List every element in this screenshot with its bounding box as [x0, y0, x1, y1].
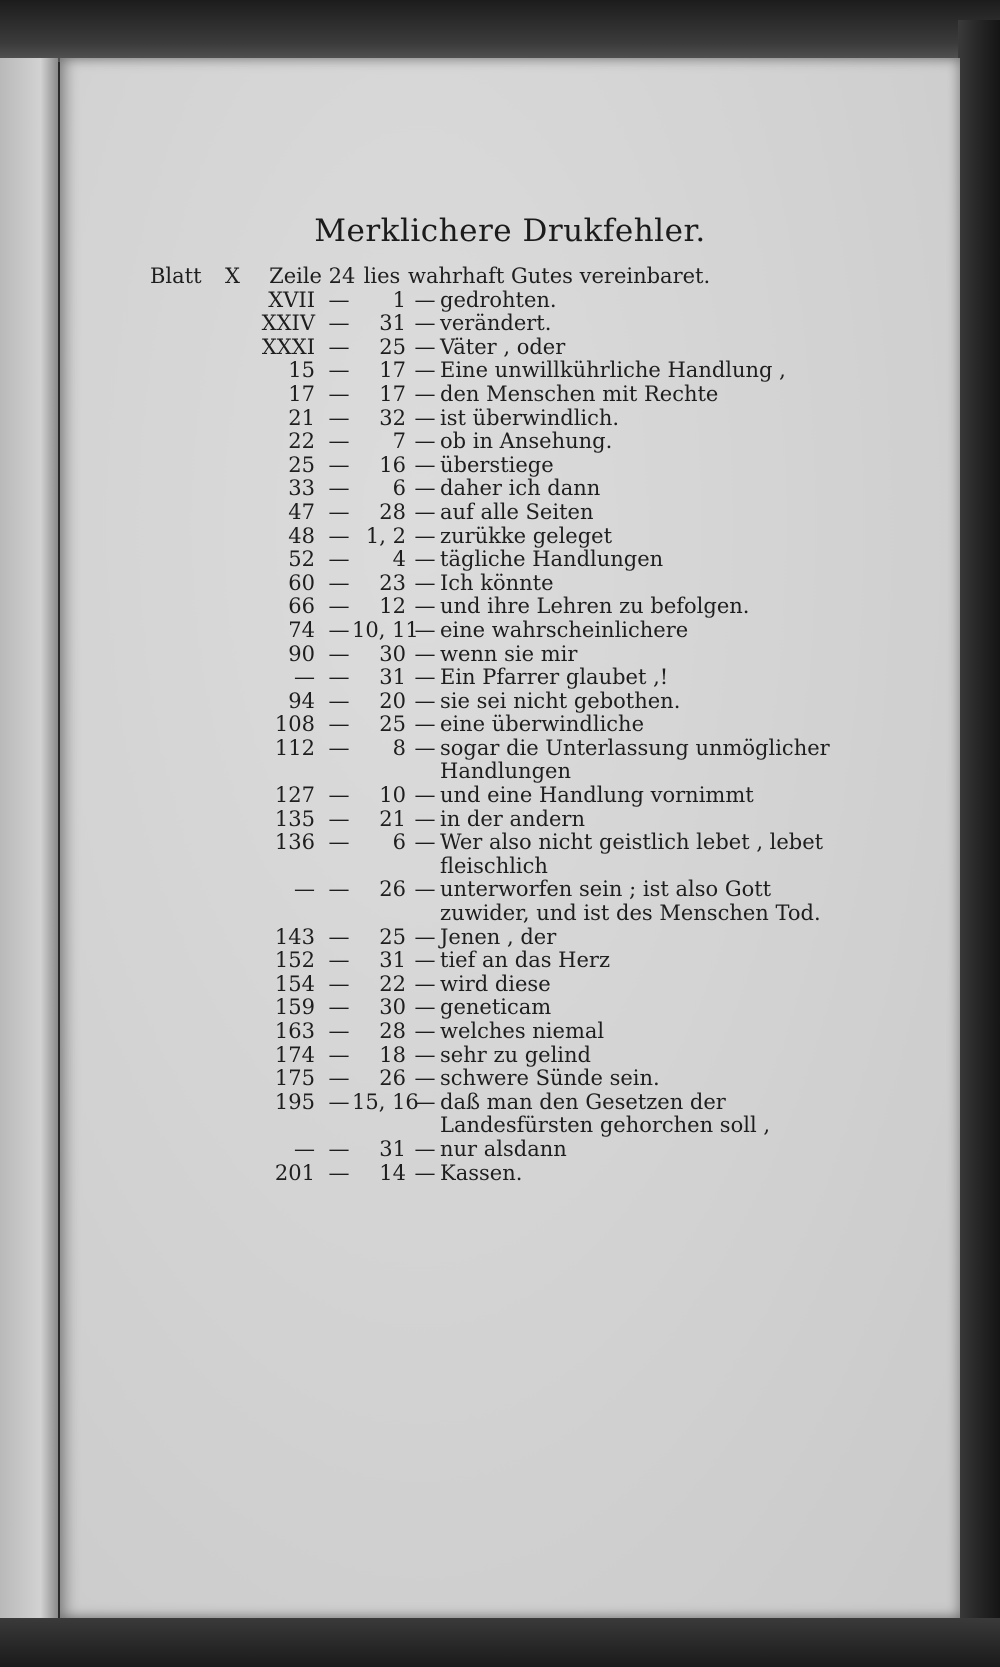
errata-correction: ob in Ansehung.: [440, 429, 613, 454]
dash: —: [414, 381, 436, 406]
book-cover-edge: [958, 20, 1000, 1640]
dash: —: [414, 948, 436, 973]
dash: —: [414, 688, 436, 713]
errata-correction: daß man den Gesetzen der Landesfürsten gehorchen soll ,: [440, 1089, 771, 1138]
errata-page: —: [294, 665, 315, 690]
errata-row: [150, 926, 830, 950]
errata-correction: eine überwindliche: [440, 712, 645, 737]
errata-page: 175: [274, 1066, 315, 1091]
dash: —: [414, 499, 436, 524]
errata-correction: wird diese: [440, 971, 551, 996]
dash: —: [328, 1136, 350, 1161]
errata-page: 201: [274, 1160, 315, 1185]
errata-page: 17: [288, 381, 315, 406]
errata-correction: verändert.: [440, 311, 552, 336]
errata-list: [150, 265, 830, 1185]
errata-line: 14: [379, 1160, 406, 1185]
errata-row: [150, 737, 830, 784]
facing-page-edge: [0, 58, 58, 1638]
errata-line: 7: [392, 429, 406, 454]
dash: —: [414, 641, 436, 666]
errata-correction: unterworfen sein ; ist also Gott zuwider, und ist des Menschen Tod.: [440, 877, 821, 926]
errata-line: 1, 2: [365, 523, 406, 548]
errata-page: 136: [274, 830, 315, 855]
errata-correction: und eine Handlung vornimmt: [440, 783, 754, 808]
errata-row: [150, 1138, 830, 1162]
errata-line: 18: [379, 1042, 406, 1067]
lies-label: lies: [363, 264, 401, 288]
errata-line: 6: [392, 476, 406, 501]
dash: —: [414, 1160, 436, 1185]
errata-correction: daher ich dann: [440, 476, 601, 501]
dash: —: [328, 429, 350, 454]
dash: —: [414, 617, 436, 642]
errata-correction: nur alsdann: [440, 1136, 567, 1161]
dash: —: [328, 547, 350, 572]
dash: —: [328, 334, 350, 359]
errata-line: 28: [379, 499, 406, 524]
errata-line: 24: [328, 264, 356, 288]
errata-line: 28: [379, 1019, 406, 1043]
dash: —: [414, 995, 436, 1020]
dash: —: [414, 476, 436, 501]
book-bottom-edge: [0, 1618, 1000, 1667]
errata-row: [150, 666, 830, 690]
errata-page: —: [294, 877, 315, 902]
dash: —: [328, 594, 350, 619]
errata-correction: tägliche Handlungen: [440, 547, 664, 572]
errata-line: 8: [392, 735, 406, 760]
errata-row: [150, 407, 830, 431]
errata-page: 33: [288, 476, 315, 501]
errata-row: [150, 430, 830, 454]
errata-row: [150, 572, 830, 596]
dash: —: [328, 688, 350, 713]
errata-row: [150, 1162, 830, 1186]
book-top-edge: [0, 0, 1000, 62]
dash: —: [414, 358, 436, 383]
errata-line: 25: [379, 334, 406, 359]
dash: —: [414, 405, 436, 430]
dash: —: [414, 924, 436, 949]
errata-row: [150, 808, 830, 832]
errata-page: 152: [274, 948, 315, 973]
errata-line: 30: [379, 641, 406, 666]
blatt-label: Blatt: [150, 264, 202, 288]
errata-page: 47: [288, 499, 315, 524]
errata-row: [150, 878, 830, 925]
errata-correction: in der andern: [440, 806, 585, 831]
errata-line: 32: [379, 405, 406, 430]
errata-line: 25: [379, 712, 406, 737]
errata-page: 21: [288, 405, 315, 430]
errata-page: XXXI: [261, 334, 315, 359]
errata-page: 94: [288, 688, 315, 713]
dash: —: [328, 452, 350, 477]
dash: —: [414, 806, 436, 831]
dash: —: [414, 523, 436, 548]
errata-header-row: [150, 265, 830, 289]
errata-page: 52: [288, 547, 315, 572]
errata-correction: gedrohten.: [440, 287, 557, 312]
errata-page: 15: [288, 358, 315, 383]
errata-page: 108: [274, 712, 315, 737]
errata-correction: auf alle Seiten: [440, 499, 594, 524]
errata-correction: sogar die Unterlassung unmöglicher Handlungen: [440, 735, 830, 784]
errata-line: 20: [379, 688, 406, 713]
errata-line: 23: [379, 570, 406, 595]
errata-line: 31: [379, 948, 406, 973]
errata-line: 10: [379, 783, 406, 808]
errata-row: [150, 713, 830, 737]
errata-row: [150, 996, 830, 1020]
errata-correction: zurükke geleget: [440, 523, 613, 548]
dash: —: [328, 1066, 350, 1091]
errata-correction: Väter , oder: [440, 334, 566, 359]
dash: —: [414, 783, 436, 808]
errata-page: —: [294, 1136, 315, 1161]
errata-line: 31: [379, 665, 406, 690]
errata-correction: Kassen.: [440, 1160, 523, 1185]
dash: —: [414, 1042, 436, 1067]
errata-row: [150, 690, 830, 714]
errata-row: [150, 501, 830, 525]
errata-row: [150, 454, 830, 478]
errata-line: 26: [379, 877, 406, 902]
errata-line: 16: [379, 452, 406, 477]
errata-row: [150, 643, 830, 667]
errata-page: 174: [274, 1042, 315, 1067]
errata-row: [150, 595, 830, 619]
errata-correction: geneticam: [440, 995, 552, 1020]
dash: —: [328, 830, 350, 855]
errata-page: 90: [288, 641, 315, 666]
dash: —: [414, 547, 436, 572]
zeile-label: Zeile: [269, 264, 322, 288]
dash: —: [328, 971, 350, 996]
errata-correction: sie sei nicht gebothen.: [440, 688, 681, 713]
errata-page: 112: [274, 735, 315, 760]
errata-correction: eine wahrscheinlichere: [440, 617, 689, 642]
dash: —: [414, 429, 436, 454]
dash: —: [328, 1160, 350, 1185]
errata-correction: Eine unwillkührliche Handlung ,: [440, 358, 786, 383]
errata-row: [150, 973, 830, 997]
dash: —: [328, 287, 350, 312]
errata-page: 60: [288, 570, 315, 595]
errata-page: XXIV: [261, 311, 315, 336]
dash: —: [328, 877, 350, 902]
errata-page: 25: [288, 452, 315, 477]
errata-correction: Ein Pfarrer glaubet ,!: [440, 665, 669, 690]
dash: —: [328, 311, 350, 336]
errata-row: [150, 949, 830, 973]
errata-line: 1: [392, 287, 406, 312]
dash: —: [328, 948, 350, 973]
dash: —: [328, 924, 350, 949]
dash: —: [414, 452, 436, 477]
errata-correction: und ihre Lehren zu befolgen.: [440, 594, 750, 619]
errata-row: [150, 289, 830, 313]
dash: —: [328, 523, 350, 548]
errata-row: [150, 784, 830, 808]
dash: —: [328, 1042, 350, 1067]
errata-page: 66: [288, 594, 315, 619]
errata-row: [150, 477, 830, 501]
dash: —: [328, 405, 350, 430]
errata-line: 26: [379, 1066, 406, 1091]
errata-line: 17: [379, 358, 406, 383]
errata-line: 21: [379, 806, 406, 831]
dash: —: [414, 1066, 436, 1091]
dash: —: [328, 783, 350, 808]
errata-line: 4: [392, 547, 406, 572]
errata-row: [150, 312, 830, 336]
dash: —: [328, 358, 350, 383]
dash: —: [328, 641, 350, 666]
errata-line: 31: [379, 1136, 406, 1161]
errata-line: 15, 16: [352, 1089, 419, 1114]
errata-page: 154: [274, 971, 315, 996]
errata-line: 12: [379, 594, 406, 619]
errata-line: 31: [379, 311, 406, 336]
errata-row: [150, 359, 830, 383]
page-title: Merklichere Drukfehler.: [314, 213, 706, 249]
dash: —: [328, 499, 350, 524]
dash: —: [328, 735, 350, 760]
errata-row: [150, 336, 830, 360]
errata-page: XVII: [268, 287, 315, 312]
dash: —: [414, 1089, 436, 1114]
dash: —: [414, 665, 436, 690]
errata-line: 6: [392, 830, 406, 855]
errata-line: 25: [379, 924, 406, 949]
errata-line: 22: [379, 971, 406, 996]
errata-page: 163: [274, 1019, 315, 1043]
errata-row: [150, 1044, 830, 1068]
errata-line: 30: [379, 995, 406, 1020]
errata-row: [150, 831, 830, 878]
errata-row: [150, 525, 830, 549]
errata-page: 143: [274, 924, 315, 949]
errata-line: 10, 11: [352, 617, 419, 642]
dash: —: [414, 594, 436, 619]
errata-row: [150, 1067, 830, 1091]
dash: —: [414, 570, 436, 595]
dash: —: [414, 1136, 436, 1161]
errata-correction: schwere Sünde sein.: [440, 1066, 660, 1091]
dash: —: [328, 381, 350, 406]
errata-page: 159: [274, 995, 315, 1020]
errata-page: 22: [288, 429, 315, 454]
errata-row: [150, 1020, 830, 1044]
errata-correction: tief an das Herz: [440, 948, 611, 973]
errata-correction: den Menschen mit Rechte: [440, 381, 719, 406]
errata-correction: sehr zu gelind: [440, 1042, 591, 1067]
errata-page: 127: [274, 783, 315, 808]
errata-page: 195: [274, 1089, 315, 1114]
dash: —: [414, 287, 436, 312]
errata-page: 135: [274, 806, 315, 831]
errata-line: 17: [379, 381, 406, 406]
dash: —: [414, 830, 436, 855]
dash: —: [414, 735, 436, 760]
errata-row: [150, 548, 830, 572]
errata-correction: ist überwindlich.: [440, 405, 620, 430]
errata-row: [150, 619, 830, 643]
errata-correction: überstiege: [440, 452, 554, 477]
dash: —: [328, 617, 350, 642]
dash: —: [328, 476, 350, 501]
errata-row: [150, 1091, 830, 1138]
dash: —: [328, 665, 350, 690]
dash: —: [328, 806, 350, 831]
dash: —: [414, 311, 436, 336]
errata-row: [150, 383, 830, 407]
dash: —: [328, 995, 350, 1020]
dash: —: [414, 712, 436, 737]
errata-correction: wahrhaft Gutes vereinbaret.: [408, 264, 711, 288]
dash: —: [414, 971, 436, 996]
errata-page: 48: [288, 523, 315, 548]
errata-correction: wenn sie mir: [440, 641, 578, 666]
errata-correction: Wer also nicht geistlich lebet , lebet fleischlich: [440, 830, 824, 878]
dash: —: [328, 1019, 350, 1043]
errata-correction: Ich könnte: [440, 570, 554, 595]
errata-page: 74: [288, 617, 315, 642]
dash: —: [328, 712, 350, 737]
dash: —: [414, 334, 436, 359]
errata-correction: Jenen , der: [440, 924, 557, 949]
dash: —: [414, 877, 436, 902]
errata-correction: welches niemal: [440, 1019, 605, 1043]
dash: —: [328, 1089, 350, 1114]
dash: —: [414, 1019, 436, 1043]
dash: —: [328, 570, 350, 595]
errata-page: X: [225, 264, 240, 288]
